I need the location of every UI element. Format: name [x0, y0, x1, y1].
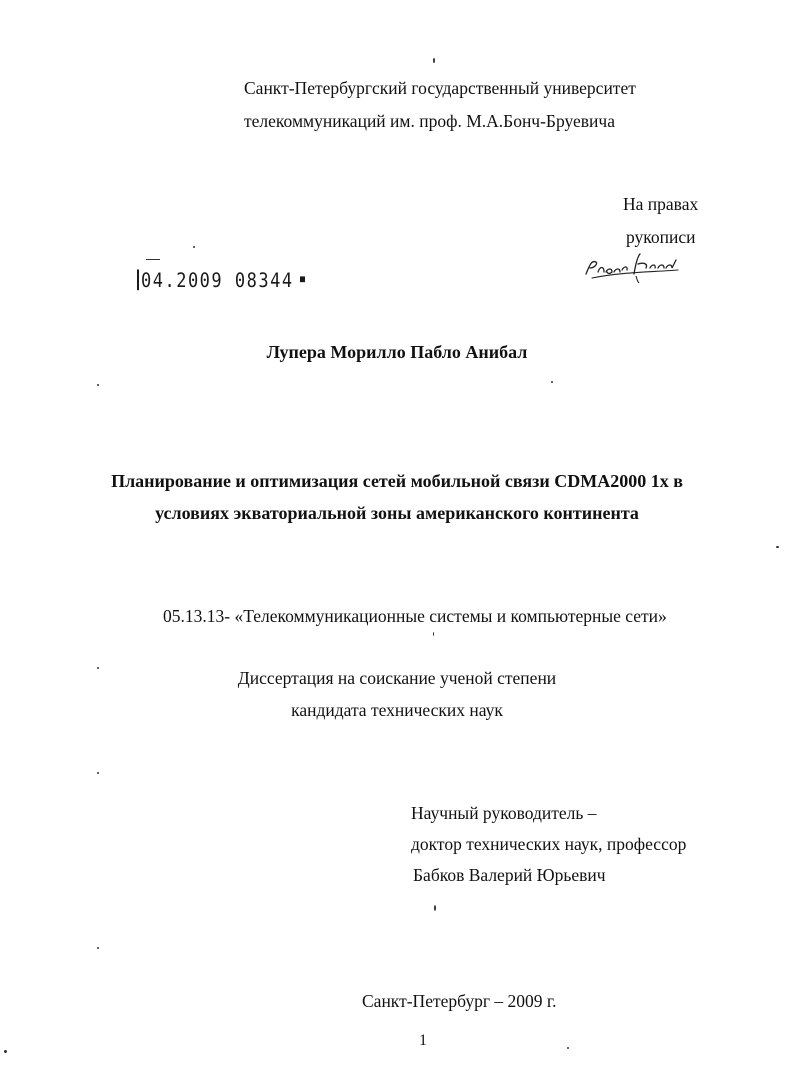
specialty-code: 05.13.13- «Телекоммуникационные системы и компьютерные сети» [163, 606, 667, 626]
supervisor-label: Научный руководитель – [411, 803, 597, 823]
degree-line2: кандидата технических наук [291, 700, 503, 720]
scan-speck [567, 1047, 569, 1049]
dissertation-title-line1: Планирование и оптимизация сетей мобильной связи CDMA2000 1x в [111, 471, 683, 491]
scan-speck [776, 546, 779, 548]
university-name-line2: телекоммуникаций им. проф. М.А.Бонч-Бруевича [244, 111, 615, 131]
scan-speck [97, 947, 99, 949]
scan-speck [146, 259, 160, 260]
page-number: 1 [419, 1032, 427, 1049]
supervisor-name: Бабков Валерий Юрьевич [413, 865, 606, 885]
scan-speck [97, 772, 99, 774]
registration-number [137, 270, 305, 293]
scan-speck [97, 384, 99, 386]
rights-line1: На правах [623, 194, 699, 214]
degree-line1: Диссертация на соискание ученой степени [237, 668, 557, 688]
scan-speck [193, 246, 195, 248]
author-name: Лупера Морилло Пабло Анибал [266, 342, 528, 362]
supervisor-title: доктор технических наук, профессор [411, 834, 687, 854]
rights-line2: рукописи [626, 227, 696, 247]
author-signature [582, 250, 682, 284]
scan-speck [433, 632, 434, 636]
university-name-line1: Санкт-Петербургский государственный университет [244, 78, 636, 98]
scan-speck [551, 381, 553, 383]
registration-number-text: 04.2009 08344 [141, 269, 294, 293]
scan-speck [433, 58, 435, 63]
scan-speck [434, 905, 436, 911]
dissertation-title-line2: условиях экваториальной зоны американского континента [155, 503, 639, 523]
city-year: Санкт-Петербург – 2009 г. [362, 991, 557, 1011]
scan-speck [4, 1050, 7, 1053]
